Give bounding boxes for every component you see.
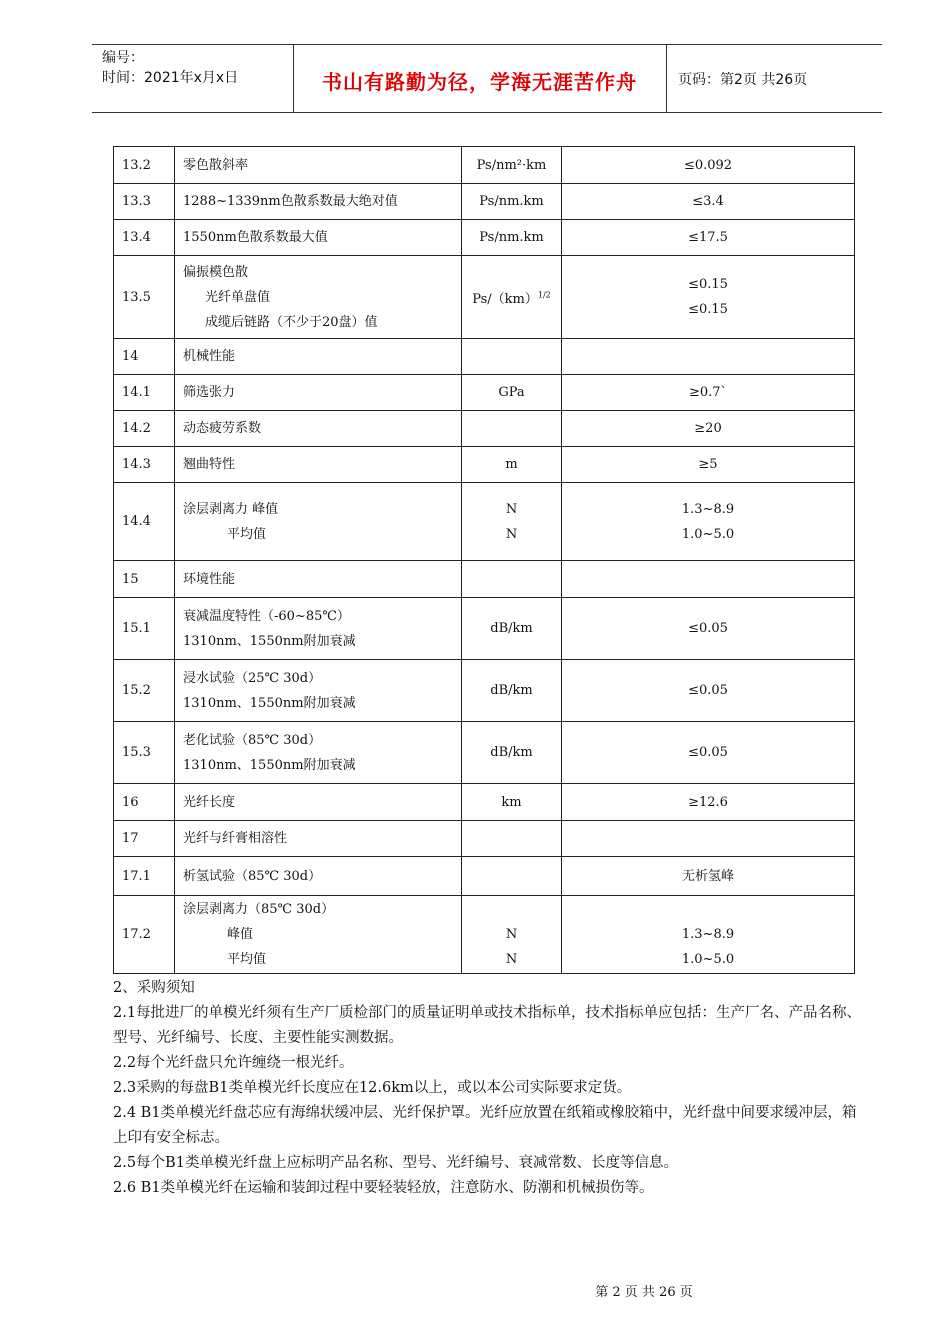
cell-item	[175, 447, 462, 483]
item-line: 析氢试验（85℃ 30d）	[183, 868, 322, 884]
item-line: 1310nm、1550nm附加衰减	[183, 633, 356, 649]
cell-value	[562, 722, 855, 784]
cell-item	[175, 339, 462, 375]
cell-unit	[462, 147, 562, 184]
cell-number: 17.1	[114, 857, 175, 896]
header-divider	[666, 44, 667, 112]
cell-unit	[462, 411, 562, 447]
cell-number: 13.4	[114, 220, 175, 256]
item-line: 环境性能	[183, 571, 236, 587]
cell-unit	[462, 184, 562, 220]
cell-item	[175, 561, 462, 598]
paragraph: 2.1每批进厂的单模光纤须有生产厂质检部门的质量证明单或技术指标单，技术指标单应包括：生产厂名、产品名称、型号、光纤编号、长度、主要性能实测数据。	[113, 1005, 862, 1046]
cell-unit	[462, 561, 562, 598]
header-meta	[102, 48, 238, 88]
cell-value	[562, 821, 855, 857]
cell-item	[175, 411, 462, 447]
cell-value	[562, 483, 855, 561]
spec-table	[113, 146, 855, 974]
cell-unit	[462, 447, 562, 483]
unit-superscript: 1/2	[537, 290, 551, 300]
unit-text: Ps/（km）	[472, 291, 538, 307]
cell-number: 13.5	[114, 256, 175, 339]
code-label: 编号：	[102, 50, 144, 66]
cell-number: 14.1	[114, 375, 175, 411]
section-heading: 2、采购须知	[113, 980, 195, 996]
cell-value	[562, 598, 855, 660]
cell-item	[175, 375, 462, 411]
cell-item	[175, 147, 462, 184]
item-line: 涂层剥离力（85℃ 30d）	[183, 902, 335, 917]
table-row	[114, 857, 855, 896]
cell-value	[562, 784, 855, 821]
cell-unit	[462, 339, 562, 375]
header-page-number: 页码：第2页 共26页	[678, 72, 808, 88]
cell-number: 14	[114, 339, 175, 375]
value-line: 1.0~5.0	[681, 952, 735, 967]
unit-line: N	[505, 927, 518, 942]
cell-number: 14.4	[114, 483, 175, 561]
table-row	[114, 598, 855, 660]
unit-text: Ps/nm²·km	[476, 157, 547, 173]
value-line: 1.3~8.9	[681, 927, 735, 942]
header-motto: 书山有路勤为径，学海无涯苦作舟	[322, 70, 637, 94]
table-row	[114, 896, 855, 974]
item-line: 平均值	[227, 526, 267, 542]
cell-number: 17	[114, 821, 175, 857]
value-line: ≤3.4	[692, 194, 724, 209]
table-row	[114, 722, 855, 784]
unit-text: Ps/nm.km	[479, 230, 544, 245]
value-line: ≤0.092	[683, 157, 733, 173]
item-line: 1550nm色散系数最大值	[183, 230, 328, 245]
value-line: 无析氢峰	[681, 868, 734, 884]
value-line: ≥20	[694, 421, 722, 436]
item-line: 筛选张力	[183, 385, 236, 400]
cell-unit	[462, 375, 562, 411]
item-line: 1310nm、1550nm附加衰减	[183, 757, 356, 773]
value-line: ≥5	[698, 457, 718, 472]
unit-line: N	[505, 501, 518, 517]
footer-page-number: 第 2 页 共 26 页	[595, 1285, 693, 1300]
value-line: ≥12.6	[688, 794, 728, 810]
header-top-rule	[92, 44, 882, 45]
cell-item	[175, 598, 462, 660]
paragraph: 2.6 B1类单模光纤在运输和装卸过程中要轻装轻放，注意防水、防潮和机械损伤等。	[113, 1180, 654, 1196]
cell-item	[175, 220, 462, 256]
unit-line: N	[505, 952, 518, 967]
table-row	[114, 184, 855, 220]
cell-number: 15.1	[114, 598, 175, 660]
cell-value	[562, 857, 855, 896]
unit-text: dB/km	[490, 621, 533, 636]
cell-item	[175, 722, 462, 784]
table-row	[114, 375, 855, 411]
cell-number: 16	[114, 784, 175, 821]
value-line: 1.0~5.0	[681, 526, 735, 542]
cell-value	[562, 147, 855, 184]
cell-value	[562, 660, 855, 722]
value-line: ≥0.7`	[688, 385, 728, 400]
cell-unit	[462, 896, 562, 974]
cell-unit	[462, 857, 562, 896]
item-line: 光纤单盘值	[205, 289, 271, 305]
table-row	[114, 220, 855, 256]
paragraph: 2.2每个光纤盘只允许缠绕一根光纤。	[113, 1055, 354, 1071]
item-line: 峰值	[227, 927, 254, 942]
unit-text: m	[505, 457, 518, 472]
cell-unit	[462, 784, 562, 821]
cell-number: 15	[114, 561, 175, 598]
paragraph: 2.5每个B1类单模光纤盘上应标明产品名称、型号、光纤编号、衰减常数、长度等信息。	[113, 1155, 678, 1171]
cell-value	[562, 375, 855, 411]
item-line: 老化试验（85℃ 30d）	[183, 732, 322, 748]
cell-item	[175, 821, 462, 857]
table-row	[114, 821, 855, 857]
cell-unit	[462, 660, 562, 722]
cell-item	[175, 660, 462, 722]
cell-value	[562, 184, 855, 220]
cell-item	[175, 784, 462, 821]
value-line: ≤0.05	[688, 745, 728, 760]
item-line: 成缆后链路（不少于20盘）值	[205, 314, 378, 330]
cell-value	[562, 896, 855, 974]
cell-unit	[462, 722, 562, 784]
page-header	[92, 44, 882, 114]
unit-text: dB/km	[490, 683, 533, 698]
cell-item	[175, 896, 462, 974]
item-line: 光纤长度	[183, 794, 236, 810]
cell-value	[562, 411, 855, 447]
item-line: 1310nm、1550nm附加衰减	[183, 695, 356, 711]
item-line: 翘曲特性	[183, 457, 236, 472]
cell-unit	[462, 220, 562, 256]
unit-text: Ps/nm.km	[479, 194, 544, 209]
paragraph: 2.3采购的每盘B1类单模光纤长度应在12.6km以上，或以本公司实际要求定货。	[113, 1080, 632, 1096]
table-row	[114, 660, 855, 722]
cell-value	[562, 447, 855, 483]
cell-number: 13.2	[114, 147, 175, 184]
item-line: 平均值	[227, 952, 267, 967]
purchase-notes	[113, 976, 863, 1201]
cell-number: 15.3	[114, 722, 175, 784]
header-bottom-rule	[92, 112, 882, 113]
item-line: 光纤与纤膏相溶性	[183, 831, 288, 846]
table-row	[114, 339, 855, 375]
page-footer	[0, 1281, 950, 1300]
unit-text: GPa	[498, 385, 525, 400]
unit-line: N	[505, 526, 518, 542]
value-line: 1.3~8.9	[681, 501, 735, 517]
cell-value	[562, 561, 855, 598]
spacer	[562, 897, 854, 922]
value-line: ≤0.05	[688, 683, 728, 698]
cell-item	[175, 184, 462, 220]
cell-number: 14.3	[114, 447, 175, 483]
time-label: 时间：2021年x月x日	[102, 70, 239, 86]
cell-value	[562, 220, 855, 256]
cell-number: 15.2	[114, 660, 175, 722]
value-line: ≤0.15	[688, 277, 728, 292]
table-row	[114, 483, 855, 561]
table-row	[114, 784, 855, 821]
item-line: 机械性能	[183, 349, 236, 364]
table-row	[114, 411, 855, 447]
cell-value	[562, 339, 855, 375]
cell-number: 17.2	[114, 896, 175, 974]
item-line: 涂层剥离力 峰值	[183, 501, 279, 517]
item-line: 零色散斜率	[183, 157, 249, 173]
paragraph: 2.4 B1类单模光纤盘芯应有海绵状缓冲层、光纤保护罩。光纤应放置在纸箱或橡胶箱中，光纤盘中间要求缓冲层，箱上印有安全标志。	[113, 1105, 857, 1146]
spacer	[462, 897, 561, 922]
cell-item	[175, 857, 462, 896]
item-line: 偏振模色散	[183, 264, 249, 280]
cell-item	[175, 483, 462, 561]
item-line: 衰减温度特性（-60~85℃）	[183, 608, 350, 624]
cell-unit	[462, 483, 562, 561]
item-line: 动态疲劳系数	[183, 421, 262, 436]
unit-text: dB/km	[490, 745, 533, 760]
cell-unit	[462, 821, 562, 857]
value-line: ≤0.15	[688, 302, 728, 317]
cell-item	[175, 256, 462, 339]
table-row	[114, 147, 855, 184]
unit-text: km	[501, 794, 522, 810]
cell-unit	[462, 256, 562, 339]
value-line: ≤17.5	[688, 230, 728, 245]
table-row	[114, 561, 855, 598]
table-row	[114, 256, 855, 339]
value-line: ≤0.05	[688, 621, 728, 636]
cell-unit	[462, 598, 562, 660]
cell-number: 13.3	[114, 184, 175, 220]
table-row	[114, 447, 855, 483]
item-line: 浸水试验（25℃ 30d）	[183, 670, 322, 686]
cell-number: 14.2	[114, 411, 175, 447]
cell-value	[562, 256, 855, 339]
item-line: 1288~1339nm色散系数最大绝对值	[183, 194, 398, 209]
